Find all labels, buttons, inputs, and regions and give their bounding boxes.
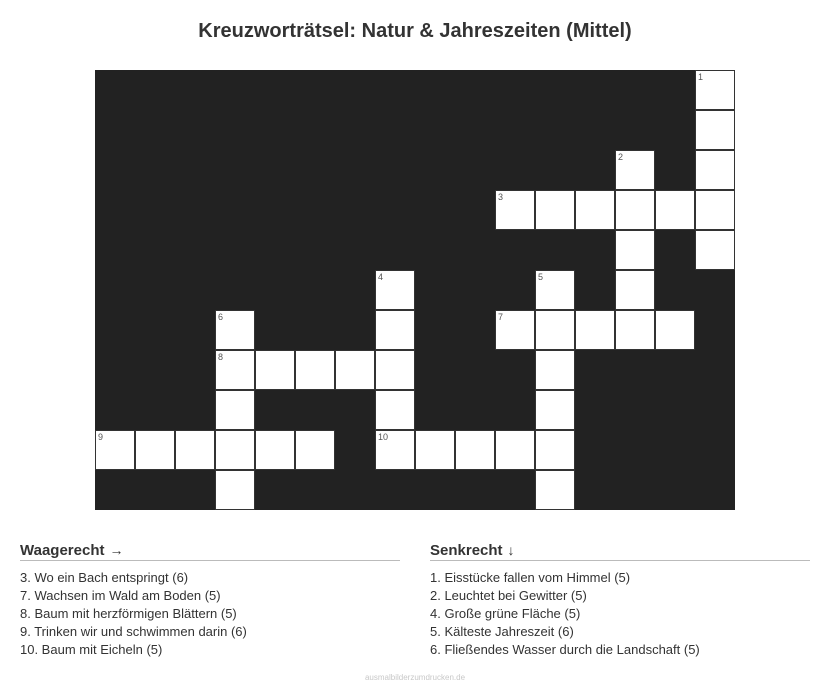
crossword-cell[interactable]	[615, 230, 655, 270]
crossword-cell[interactable]	[495, 310, 535, 350]
crossword-cell[interactable]	[655, 310, 695, 350]
crossword-cell[interactable]	[695, 150, 735, 190]
clue-number: 8	[218, 352, 224, 362]
clue-number: 6	[218, 312, 224, 322]
puzzle-title: Kreuzworträtsel: Natur & Jahreszeiten (Mittel)	[198, 20, 632, 42]
crossword-cell[interactable]	[535, 350, 575, 390]
crossword-cell[interactable]	[415, 430, 455, 470]
clue-number: 9	[98, 432, 104, 442]
down-clues	[430, 542, 810, 659]
across-heading	[20, 542, 400, 561]
crossword-cell[interactable]	[535, 430, 575, 470]
crossword-cell[interactable]	[375, 270, 415, 310]
crossword-cell[interactable]	[615, 270, 655, 310]
crossword-cell[interactable]	[375, 310, 415, 350]
crossword-cell[interactable]	[215, 390, 255, 430]
crossword-cell[interactable]	[615, 190, 655, 230]
footer-watermark: ausmalbilderzumdrucken.de	[364, 673, 466, 682]
clue-item: 9. Trinken wir und schwimmen darin (6)	[20, 624, 247, 639]
crossword-cell[interactable]	[615, 310, 655, 350]
crossword-cell[interactable]	[655, 190, 695, 230]
right-arrow-icon: →	[109, 542, 124, 558]
crossword-cell[interactable]	[535, 390, 575, 430]
clue-item: 8. Baum mit herzförmigen Blättern (5)	[20, 606, 237, 621]
crossword-cell[interactable]	[575, 190, 615, 230]
clue-number: 1	[698, 72, 704, 82]
crossword-cell[interactable]	[255, 350, 295, 390]
crossword-cell[interactable]	[535, 310, 575, 350]
clue-number: 5	[538, 272, 544, 282]
crossword-cell[interactable]	[695, 110, 735, 150]
crossword-cell[interactable]	[375, 430, 415, 470]
crossword-cell[interactable]	[335, 350, 375, 390]
crossword-cell[interactable]	[695, 70, 735, 110]
crossword-cell[interactable]	[535, 270, 575, 310]
down-heading-label: Senkrecht	[430, 542, 503, 559]
crossword-cell[interactable]	[535, 190, 575, 230]
crossword-cell[interactable]	[215, 310, 255, 350]
clue-item: 1. Eisstücke fallen vom Himmel (5)	[430, 570, 631, 585]
crossword-cell[interactable]	[535, 470, 575, 510]
clue-number: 3	[498, 192, 504, 202]
crossword-cell[interactable]	[615, 150, 655, 190]
clue-item: 5. Kälteste Jahreszeit (6)	[430, 624, 574, 639]
down-clue-list	[430, 569, 810, 659]
clue-number: 10	[378, 432, 389, 442]
clue-item: 10. Baum mit Eicheln (5)	[20, 642, 163, 657]
across-heading-label: Waagerecht	[20, 542, 105, 559]
clue-number: 4	[378, 272, 384, 282]
crossword-cell[interactable]	[215, 350, 255, 390]
crossword-cell[interactable]	[495, 430, 535, 470]
crossword-cell[interactable]	[375, 350, 415, 390]
crossword-cell[interactable]	[135, 430, 175, 470]
across-clue-list	[20, 569, 400, 659]
clue-item: 4. Große grüne Fläche (5)	[430, 606, 581, 621]
crossword-cell[interactable]	[95, 430, 135, 470]
crossword-cell[interactable]	[495, 190, 535, 230]
down-arrow-icon: ↓	[507, 542, 515, 558]
crossword-cell[interactable]	[255, 430, 295, 470]
clue-item: 2. Leuchtet bei Gewitter (5)	[430, 588, 587, 603]
clue-number: 2	[618, 152, 624, 162]
crossword-cell[interactable]	[695, 230, 735, 270]
crossword-cell[interactable]	[295, 350, 335, 390]
crossword-cell[interactable]	[215, 470, 255, 510]
crossword-cell[interactable]	[295, 430, 335, 470]
crossword-cell[interactable]	[575, 310, 615, 350]
crossword-grid	[95, 70, 735, 510]
across-clues	[20, 542, 400, 659]
crossword-cell[interactable]	[375, 390, 415, 430]
down-heading	[430, 542, 810, 561]
clue-number: 7	[498, 312, 504, 322]
clue-item: 6. Fließendes Wasser durch die Landschaft (5)	[430, 642, 700, 657]
clue-item: 3. Wo ein Bach entspringt (6)	[20, 570, 189, 585]
crossword-cell[interactable]	[455, 430, 495, 470]
crossword-cell[interactable]	[215, 430, 255, 470]
crossword-cell[interactable]	[175, 430, 215, 470]
clue-item: 7. Wachsen im Wald am Boden (5)	[20, 588, 221, 603]
crossword-cell[interactable]	[695, 190, 735, 230]
